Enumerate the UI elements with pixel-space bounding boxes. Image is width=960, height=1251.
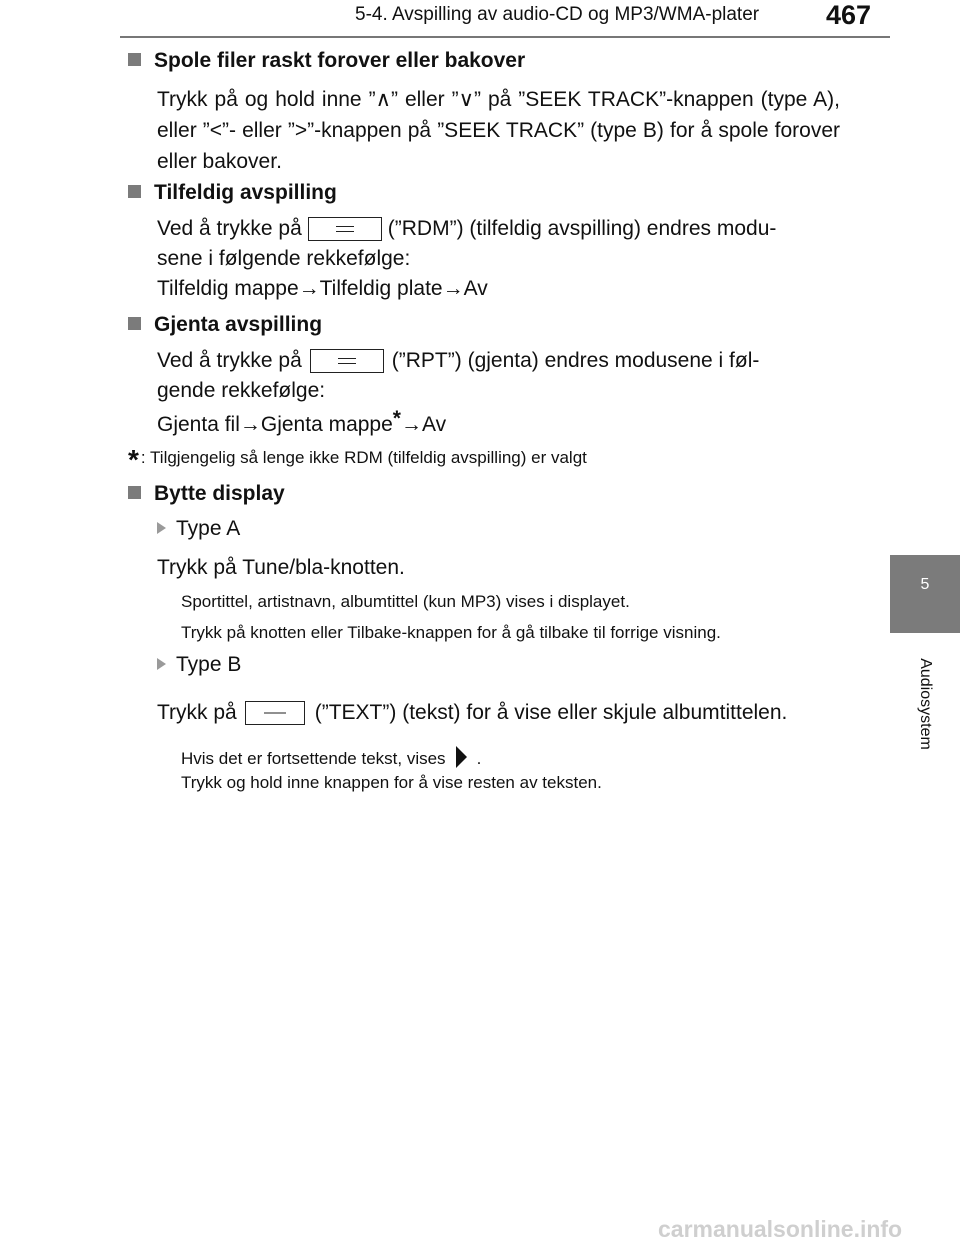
random-line1: Ved å trykke på (”RDM”) (tilfeldig avspilling) endres modu- — [157, 217, 777, 240]
page-number: 467 — [826, 0, 872, 30]
footnote: * : Tilgjengelig så lenge ikke RDM (tilfeldig avspilling) er valgt — [128, 444, 587, 475]
type-b-text: Trykk på (”TEXT”) (tekst) for å vise eller skjule albumtittelen. — [157, 701, 788, 724]
watermark: carmanualsonline.info — [658, 1216, 903, 1242]
type-b-note2: Trykk og hold inne knappen for å vise resten av teksten. — [181, 773, 602, 792]
section-heading-seek: Spole filer raskt forover eller bakover — [128, 49, 525, 73]
random-line3: Tilfeldig mappe→Tilfeldig plate→Av — [157, 277, 488, 300]
section-heading-display: Bytte display — [128, 482, 285, 506]
type-b-label: Type B — [157, 653, 241, 677]
type-b-note1: Hvis det er fortsettende tekst, vises . — [181, 746, 481, 769]
section-bullet-icon — [128, 185, 141, 198]
type-a-text: Trykk på Tune/bla-knotten. — [157, 556, 405, 579]
section-bullet-icon — [128, 486, 141, 499]
text-button-icon — [245, 701, 305, 725]
triangle-bullet-icon — [157, 522, 166, 534]
header-title: 5-4. Avspilling av audio-CD og MP3/WMA-plater — [355, 4, 760, 25]
footnote-marker: * — [392, 407, 401, 430]
random-line2: sene i følgende rekkefølge: — [157, 247, 411, 270]
rpt-button-icon — [310, 349, 384, 373]
page-header — [0, 0, 890, 40]
header-rule — [120, 36, 890, 38]
repeat-line1: Ved å trykke på (”RPT”) (gjenta) endres modusene i føl- — [157, 349, 760, 372]
repeat-line3: Gjenta fil→Gjenta mappe*→Av — [157, 407, 447, 436]
chapter-label: Audiosystem — [917, 658, 934, 750]
seek-text: Trykk på og hold inne ”∧” eller ”∨” på ”SEEK TRACK”-knappen (type A), eller ”<”- eller ”>”-knappen på ”SEEK TRACK” (type B) for å spole forover eller bakover. — [157, 88, 840, 173]
section-heading-repeat: Gjenta avspilling — [128, 313, 322, 337]
chapter-tab — [890, 555, 960, 633]
chapter-number: 5 — [920, 576, 930, 593]
section-heading-random: Tilfeldig avspilling — [128, 181, 337, 205]
rdm-button-icon — [308, 217, 382, 241]
continue-arrow-icon — [456, 746, 467, 768]
section-bullet-icon — [128, 317, 141, 330]
type-a-label: Type A — [157, 517, 240, 541]
section-bullet-icon — [128, 53, 141, 66]
chapter-label-tab — [890, 633, 960, 775]
type-a-note1: Sportittel, artistnavn, albumtittel (kun MP3) vises i displayet. — [181, 592, 630, 611]
type-a-note2: Trykk på knotten eller Tilbake-knappen for å gå tilbake til forrige visning. — [181, 623, 721, 642]
triangle-bullet-icon — [157, 658, 166, 670]
repeat-line2: gende rekkefølge: — [157, 379, 326, 402]
